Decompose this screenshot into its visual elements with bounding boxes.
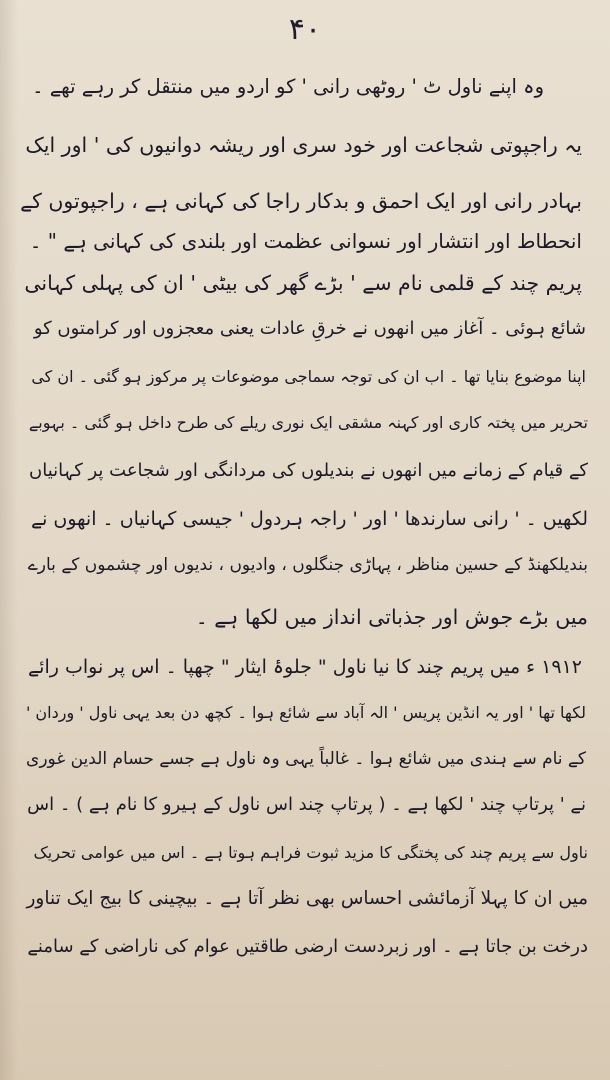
text-line: میں ان کا پہلا آزمائشی احساس بھی نظر آتا ہے ۔ بیچینی کا بیج ایک تناور <box>26 888 588 909</box>
text-line: میں بڑے جوش اور جذباتی انداز میں لکھا ہے ۔ <box>195 605 588 629</box>
text-line: کے قیام کے زمانے میں انھوں نے بندیلوں کی مردانگی اور شجاعت پر کہانیاں <box>29 460 588 481</box>
text-line: بندیلکھنڈ کے حسین مناظر ، پہاڑی جنگلوں ، وادیوں ، ندیوں اور چشموں کے بارے <box>27 555 588 575</box>
text-line: درخت بن جاتا ہے ۔ اور زبردست ارضی طاقتیں عوام کی ناراضی کے سامنے <box>27 936 588 957</box>
text-line: پریم چند کے قلمی نام سے ' بڑے گھر کی بیٹی ' ان کی پہلی کہانی <box>24 271 582 295</box>
text-line: ۱۹۱۲ ء میں پریم چند کا نیا ناول " جلوۂ ایثار " چھپا ۔ اس پر نواب رائے <box>28 656 582 678</box>
text-line: انحطاط اور انتشار اور نسوانی عظمت اور بلندی کی کہانی ہے " ۔ <box>29 229 582 253</box>
text-line: تحریر میں پختہ کاری اور کہنہ مشقی ایک نوری ریلے کی طرح داخل ہو گئی ۔ بہوبے <box>28 413 588 432</box>
text-line: شائع ہوئی ۔ آغاز میں انھوں نے خرقِ عادات یعنی معجزوں اور کرامتوں کو <box>33 318 586 339</box>
text-line: یہ راجپوتی شجاعت اور خود سری اور ریشہ دوانیوں کی ' اور ایک <box>25 133 582 157</box>
text-line: نے ' پرتاپ چند ' لکھا ہے ۔ ( پرتاپ چند اس ناول کے ہیرو کا نام ہے ) ۔ اس <box>27 794 586 815</box>
body-text <box>0 72 610 1072</box>
text-line: لکھیں ۔ ' رانی سارندھا ' اور ' راجہ ہردول ' جیسی کہانیاں ۔ انھوں نے <box>30 508 588 530</box>
text-line: وہ اپنے ناول ٹ ' روٹھی رانی ' کو اردو میں منتقل کر رہے تھے ۔ <box>32 75 544 98</box>
text-line: ناول سے پریم چند کی پختگی کا مزید ثبوت فراہم ہوتا ہے ۔ اس میں عوامی تحریک <box>33 843 588 862</box>
text-line: کے نام سے ہندی میں شائع ہوا ۔ غالباً یہی وہ ناول ہے جسے حسام الدین غوری <box>26 749 586 769</box>
text-line: اپنا موضوع بنایا تھا ۔ اب ان کی توجہ سماجی موضوعات پر مرکوز ہو گئی ۔ ان کی <box>31 367 586 386</box>
text-line: لکھا تھا ' اور یہ انڈین پریس ' الہ آباد سے شائع ہوا ۔ کچھ دن بعد یہی ناول ' وردان ' <box>25 703 586 722</box>
page-number: ۴۰ <box>288 12 322 47</box>
text-line: بہادر رانی اور ایک احمق و بدکار راجا کی کہانی ہے ، راجپوتوں کے <box>20 189 582 213</box>
